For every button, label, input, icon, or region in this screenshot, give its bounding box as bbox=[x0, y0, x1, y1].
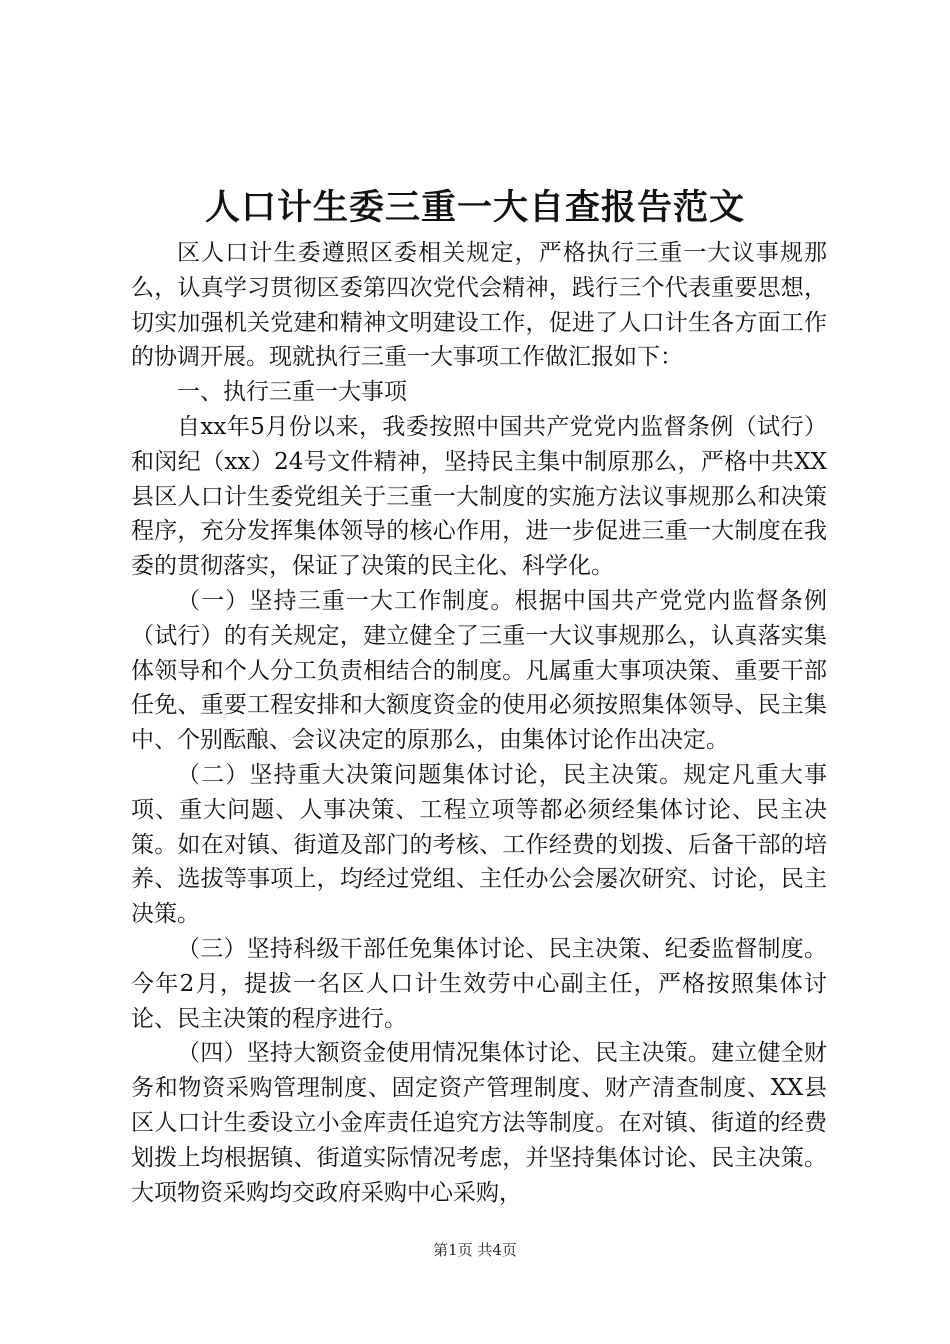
paragraph-overview: 自xx年5月份以来，我委按照中国共产党党内监督条例（试行）和闵纪（xx）24号文件精神，坚持民主集中制原那么，严格中共XX县区人口计生委党组关于三重一大制度的实施方法议事规那么和决策程序，充分发挥集体领导的核心作用，进一步促进三重一大制度在我委的贯彻落实，保证了决策的民主化、科学化。 bbox=[131, 413, 827, 580]
document-body bbox=[131, 236, 827, 1210]
paragraph-item-1: （一）坚持三重一大工作制度。根据中国共产党党内监督条例（试行）的有关规定，建立健全了三重一大议事规那么，认真落实集体领导和个人分工负责相结合的制度。凡属重大事项决策、重要干部任免、重要工程安排和大额度资金的使用必须按照集体领导、民主集中、个别酝酿、会议决定的原那么，由集体讨论作出决定。 bbox=[131, 587, 827, 754]
paragraph-item-2: （二）坚持重大决策问题集体讨论，民主决策。规定凡重大事项、重大问题、人事决策、工程立项等都必须经集体讨论、民主决策。如在对镇、街道及部门的考核、工作经费的划拨、后备干部的培养、选拔等事项上，均经过党组、主任办公会屡次研究、讨论，民主决策。 bbox=[131, 761, 827, 928]
paragraph-item-4: （四）坚持大额资金使用情况集体讨论、民主决策。建立健全财务和物资采购管理制度、固定资产管理制度、财产清查制度、XX县区人口计生委设立小金库责任追究方法等制度。在对镇、街道的经费划拨上均根据镇、街道实际情况考虑，并坚持集体讨论、民主决策。大项物资采购均交政府采购中心采购， bbox=[131, 1040, 827, 1206]
document-title: 人口计生委三重一大自查报告范文 bbox=[204, 187, 745, 228]
paragraph-item-3: （三）坚持科级干部任免集体讨论、民主决策、纪委监督制度。今年2月，提拔一名区人口计生效劳中心副主任，严格按照集体讨论、民主决策的程序进行。 bbox=[131, 935, 827, 1032]
page-footer: 第1页 共4页 bbox=[433, 1241, 517, 1259]
paragraph-intro: 区人口计生委遵照区委相关规定，严格执行三重一大议事规那么，认真学习贯彻区委第四次党代会精神，践行三个代表重要思想，切实加强机关党建和精神文明建设工作，促进了人口计生各方面工作的协调开展。现就执行三重一大事项工作做汇报如下： bbox=[131, 240, 827, 371]
section-heading: 一、执行三重一大事项 bbox=[177, 379, 407, 406]
